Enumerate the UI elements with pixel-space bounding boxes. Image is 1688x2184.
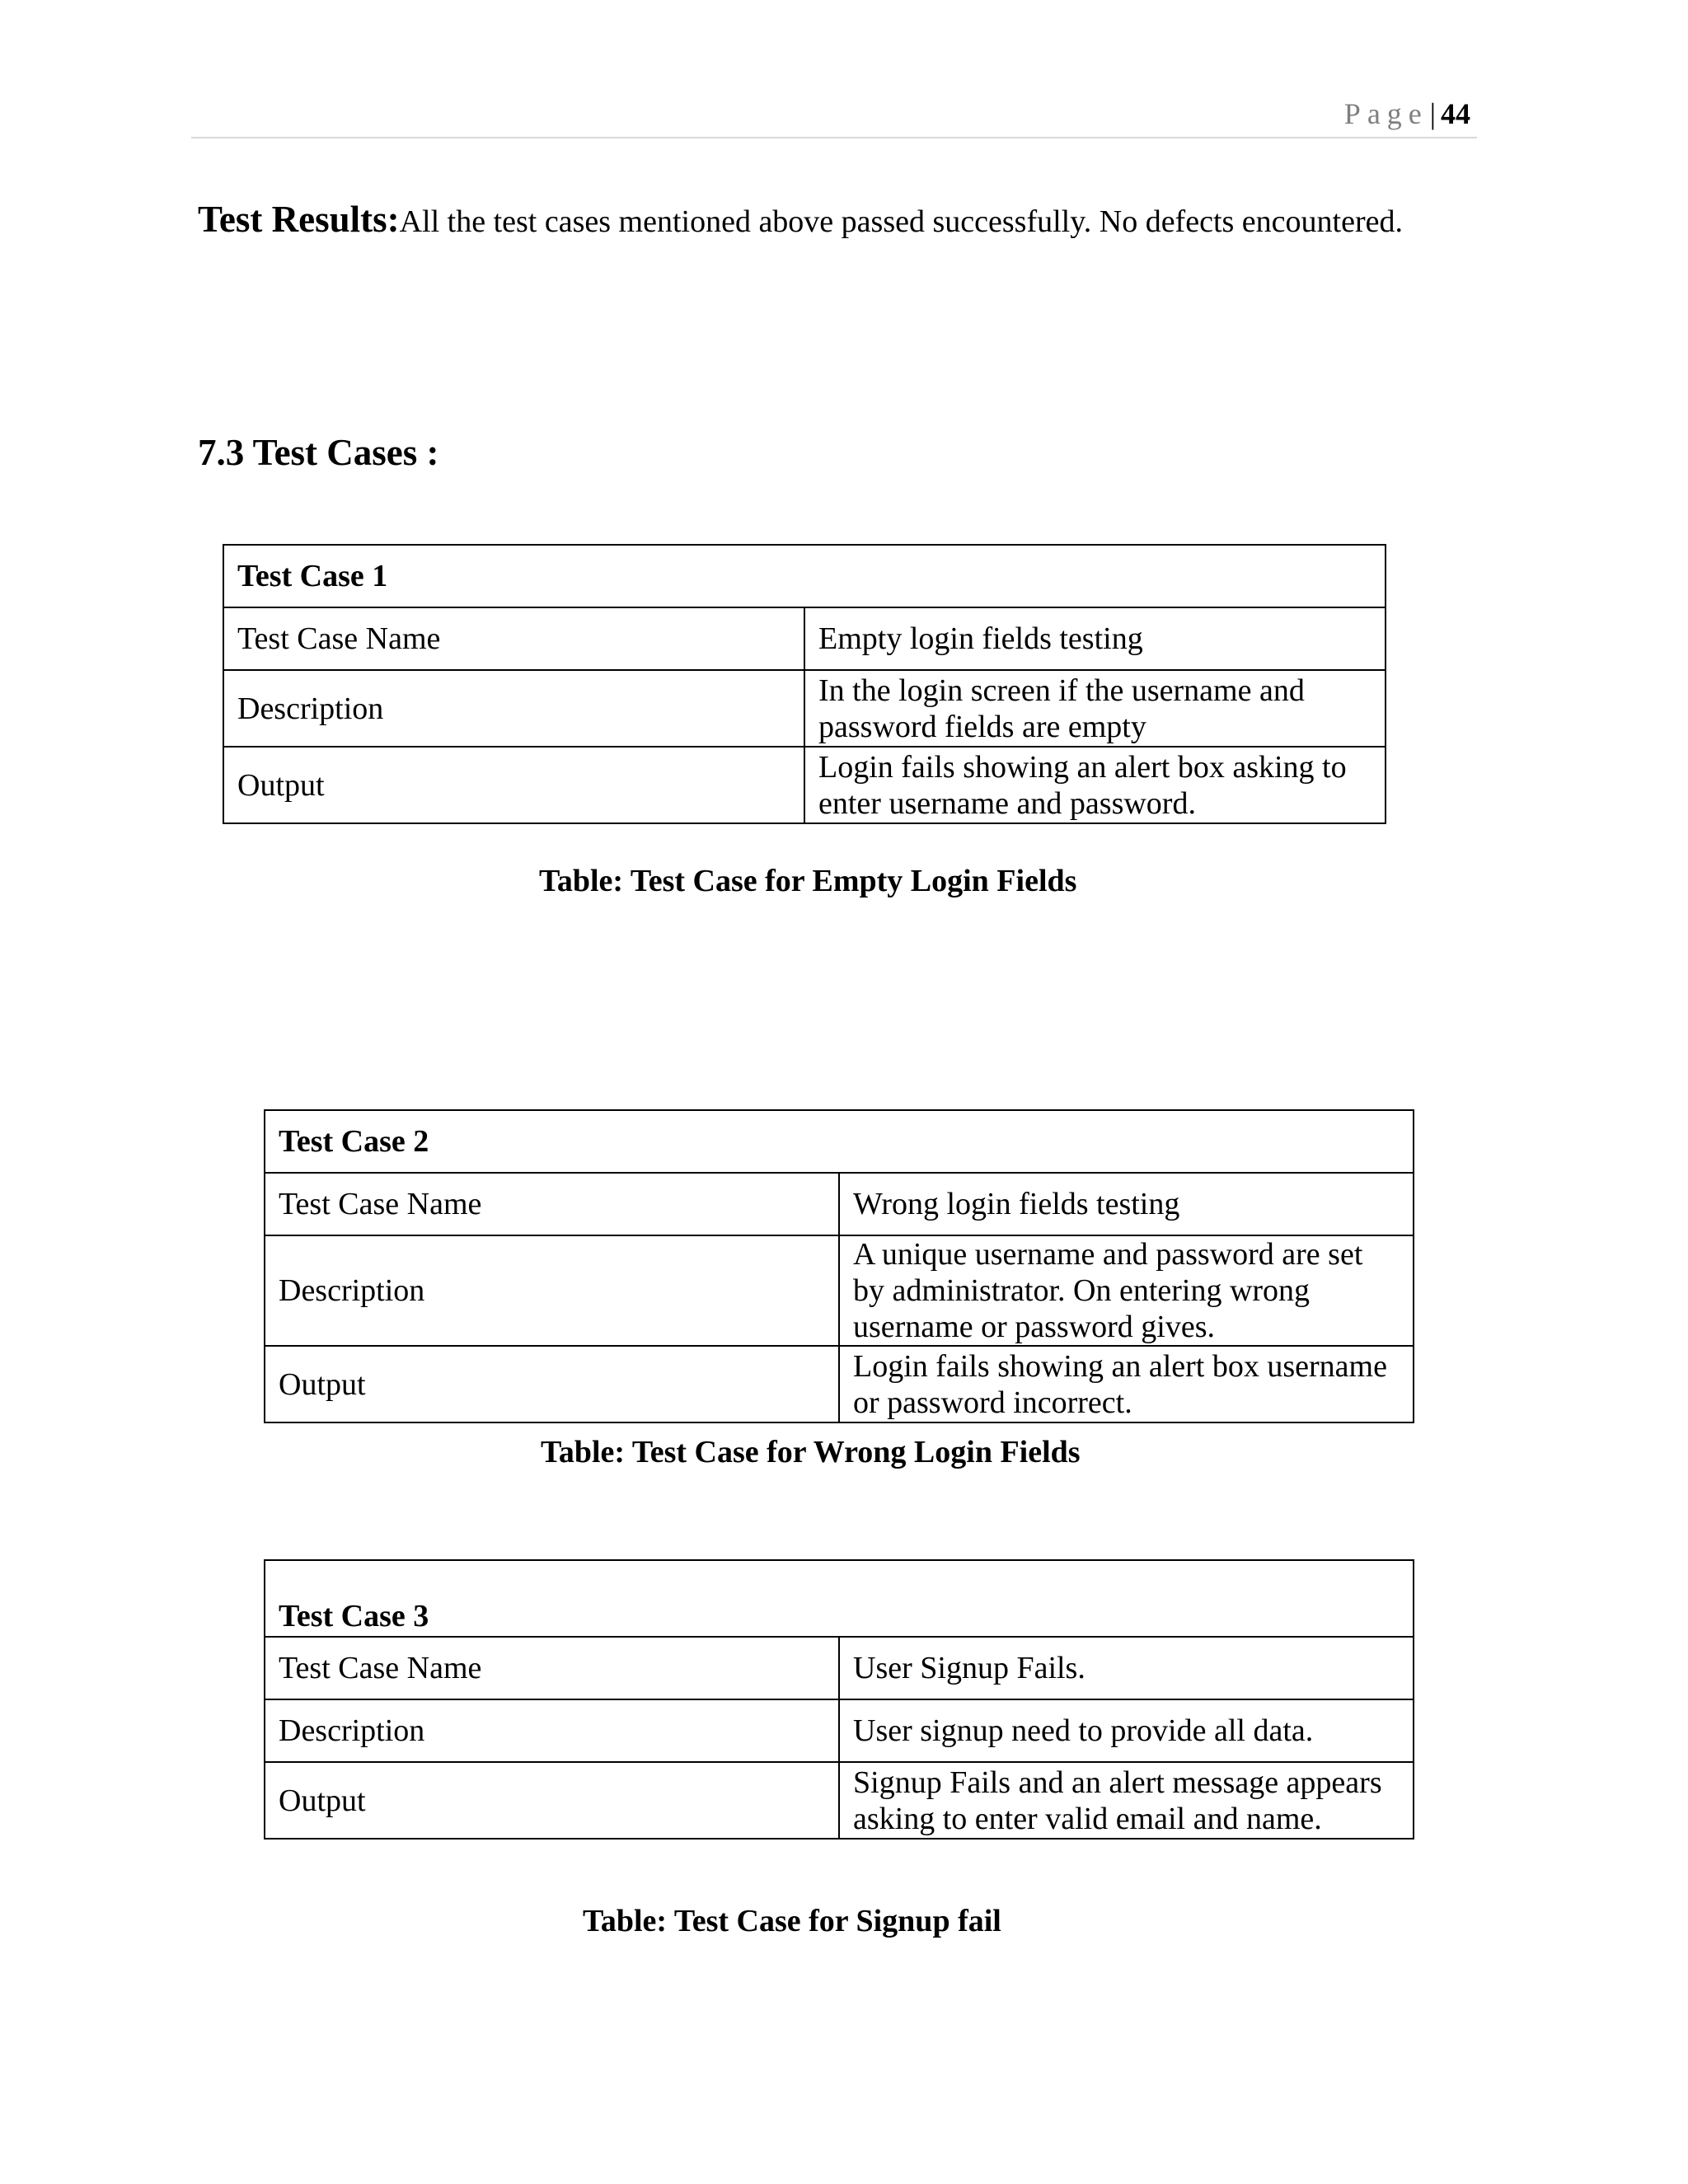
table-row (265, 1699, 1414, 1762)
row-value: Login fails showing an alert box asking to enter username and password. (804, 747, 1386, 823)
row-value: A unique username and password are set by administrator. On entering wrong username or password gives. (839, 1235, 1414, 1346)
table-row (265, 1346, 1414, 1422)
table-row (223, 607, 1386, 670)
table-title-row (265, 1560, 1414, 1637)
page-header (191, 91, 1477, 138)
row-key: Output (265, 1346, 839, 1422)
table-row (223, 747, 1386, 823)
table-row (265, 1173, 1414, 1235)
row-key: Description (265, 1699, 839, 1762)
row-value: Login fails showing an alert box username or password incorrect. (839, 1346, 1414, 1422)
row-key: Output (265, 1762, 839, 1839)
test-case-table-3 (264, 1559, 1414, 1840)
page-label: Page (1343, 97, 1428, 130)
page-separator: | (1429, 97, 1436, 130)
section-heading: 7.3 Test Cases : (198, 432, 439, 473)
row-value: Empty login fields testing (804, 607, 1386, 670)
test-case-table-2 (264, 1109, 1414, 1423)
row-key: Test Case Name (265, 1637, 839, 1699)
table-caption: Table: Test Case for Signup fail (583, 1904, 1001, 1938)
row-value: Signup Fails and an alert message appears asking to enter valid email and name. (839, 1762, 1414, 1839)
test-results-paragraph (198, 198, 1517, 241)
row-key: Description (223, 670, 804, 747)
table-caption: Table: Test Case for Wrong Login Fields (541, 1435, 1081, 1469)
row-value: Wrong login fields testing (839, 1173, 1414, 1235)
row-value: User Signup Fails. (839, 1637, 1414, 1699)
table-row (265, 1235, 1414, 1346)
row-key: Description (265, 1235, 839, 1346)
test-results-label: Test Results: (198, 199, 400, 240)
test-results-text: All the test cases mentioned above passed successfully. No defects encountered. (399, 204, 1403, 239)
table-row (265, 1637, 1414, 1699)
row-value: In the login screen if the username and password fields are empty (804, 670, 1386, 747)
page-number-value: 44 (1441, 97, 1470, 130)
table-title: Test Case 3 (265, 1560, 1414, 1637)
table-title-row (265, 1110, 1414, 1173)
row-value: User signup need to provide all data. (839, 1699, 1414, 1762)
table-title: Test Case 2 (265, 1110, 1414, 1173)
table-row (265, 1762, 1414, 1839)
row-key: Output (223, 747, 804, 823)
row-key: Test Case Name (265, 1173, 839, 1235)
table-row (223, 670, 1386, 747)
table-caption: Table: Test Case for Empty Login Fields (539, 864, 1077, 898)
table-title-row (223, 545, 1386, 607)
row-key: Test Case Name (223, 607, 804, 670)
table-title: Test Case 1 (223, 545, 1386, 607)
page-number (1344, 97, 1470, 130)
test-case-table-1 (223, 544, 1386, 824)
